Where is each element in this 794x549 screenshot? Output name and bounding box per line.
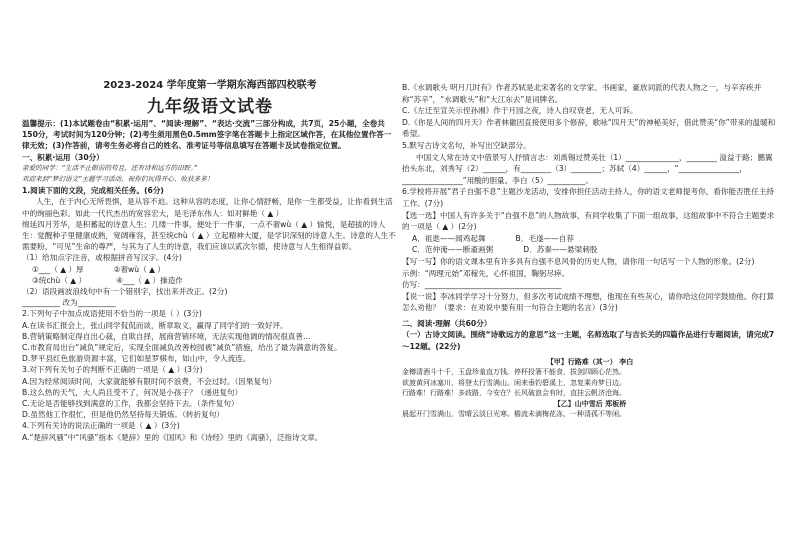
text-line: 6.学校将开展“君子自强不息”主题沙龙活动，安排你担任活动主持人，你的语文老师提考你，看你能否胜任主持工作。(7分): [402, 187, 775, 208]
exam-title: 九年级语文试卷: [147, 97, 273, 117]
text-line: 温馨提示：(1)本试题卷由“积累·运用”、“阅读·理解”、“表达·交流”三部分构成，共7页，25小题，全卷共150分，考试时间为120分钟；(2)考生须用黑色0.5mm签字笔在答题卡上指定区域作答，在其他位置作答一律无效；(3)作答前，请考生务必将自己的姓名、准考证号等信息填写在答题卡及试卷指定位置。: [22, 119, 392, 151]
text-line: __________ 改为__________: [22, 298, 116, 308]
option-item: ④___（ ▲ ）操造作: [116, 275, 183, 285]
left-column: [22, 118, 398, 443]
text-line: A.在读书汇报会上，张山同学侃侃而谈，断章取义，赢得了同学们的一致好评。: [22, 320, 288, 330]
option-row: [402, 233, 778, 245]
text-line: D.虽然他工作很忙，但是他仍然坚持每天锻炼。（转折复句）: [22, 410, 224, 420]
poem-title: 【乙】山中雪后 郑板桥: [553, 398, 627, 408]
poem-line: 晨起开门雪满山，雪晴云淡日光寒。檐流未滴梅花冻，一种清孤不等闲。: [402, 410, 626, 419]
exam-subtitle: 2023-2024 学年度第一学期东海西部四校联考: [103, 80, 317, 91]
text-line: 2.下列句子中加点成语使用不恰当的一项是（ ）(3分): [22, 309, 202, 319]
text-line: C.无论是否能够找到满意的工作，我都会坚持下去。（条件复句）: [22, 399, 239, 409]
text-line: A.因为经常阅读时间，大家就能够有限时间不浪费，不会过时。（因果复句）: [22, 376, 277, 386]
text-line: 【说一说】李冰同学学习十分努力，但多次考试成绩不理想，他现在有些灰心，请你给这位同学鼓励他。你打算怎么劝他？（要求：在劝说中要有用一句符合主题的名言）(3分): [402, 291, 775, 313]
text-line: （一）古诗文阅读。围绕“诗歌远方的意思”这一主题，名师选取了与吉长关的四篇作品进行专题阅读，请完成7～12题。(22分): [402, 330, 775, 352]
text-line: 【写一写】你的语文课本里有许多具有自强不息风骨的历史人物，请你用一句话写一个人物的形象。(2分): [402, 256, 755, 266]
text-line: 中国文人常在诗文中借景写人抒情言志：刘禹锡过赞美壮（1）______________，________ 溢益于路；鹏翼抬头东北，刘秀写（2）______，有________（3）________；苏轼（4）______，“________________，________________”用酸的胆量。李白（5）__________。: [402, 152, 773, 185]
text-line: 一、积累·运用（30分）: [22, 152, 104, 162]
option-item: B．毛遂——自荐: [515, 233, 574, 243]
option-row: [402, 244, 778, 256]
text-line: B.《水调歌头 明月几时有》作者苏轼是北宋著名的文学家、书画家，豪放词派的代表人物之一，与辛弃疾并称“苏辛”，“水调歌头”和“大江东去”是词牌名。: [402, 83, 762, 104]
text-line: 亲爱的同学：“生活不止眼前的苟且，还有诗和远方的田野。”: [22, 163, 197, 172]
poem-line: 欲渡黄河冰塞川，将登太行雪满山。闲来垂钓碧溪上，忽复乘舟梦日边。: [402, 378, 626, 387]
text-line: 仿写：____________________________________: [402, 280, 562, 290]
text-line: 5.默写古诗文名句，补写出空缺部分。: [402, 140, 531, 150]
text-line: B.营销策略制定得自出心裁，自欺自择，展商营销环境，无法实现他调的情况很真善…: [22, 331, 311, 341]
text-line: 示例：“两理元始”邓稼先，心怀祖国，鞠躬尽瘁。: [402, 268, 570, 278]
text-line: 1.阅读下面的文段，完成相关任务。(6分): [22, 186, 164, 196]
option-row: [22, 264, 398, 275]
text-line: 【选一选】中国人有许多关于“自强不息”的人物故事，有同学收集了下面一组故事，这组故事中不符合主题要求的一项是（ ▲ ）(2分): [402, 210, 775, 232]
text-line: A.“楚辞风骚”中“风骚”指本《楚辞》里的《国风》和《诗经》里的《离骚》，泛指诗文章。: [22, 432, 323, 442]
option-item: ①___（ ▲ ）厚: [32, 264, 84, 274]
text-line: B.这么热的天气，大人尚且受不了，何况是小孩子？（递进复句）: [22, 387, 243, 397]
text-line: （2）语段画波浪线句中有一个错别字，找出来并改正。(2分): [22, 287, 228, 297]
text-line: D.梦平县红色旅游资源丰富，它们如星罗棋布，如山中，令人流连。: [22, 354, 251, 364]
option-item: D．苏秦——悬梁刺股: [523, 245, 598, 255]
poem-title: 【甲】行路难（其一） 李白: [546, 356, 634, 366]
right-column: [402, 0, 778, 420]
text-line: （1）给加点字注音，或根据拼音写汉字。(4分): [22, 253, 182, 263]
text-line: 二、阅读·理解（共60分）: [402, 318, 492, 328]
text-line: D.《你是人间的四月天》作者林徽因直接使用多个修辞，歌咏“四月天”的神秘美好，借此赞美“你”带来的温暖和希望。: [402, 117, 776, 139]
option-item: ③统chù（ ▲ ）: [32, 275, 87, 285]
poem-line: 行路难！行路难！多歧路，今安在？长风破浪会有时，直挂云帆济沧海。: [402, 389, 626, 398]
poem-block: [402, 357, 778, 420]
text-line: 绵延四月芳华，是积蓄起的诗意人生；几缕一件事，便处于一件事，一点不奢wù（ ▲ ）愉悦，是超拔的诗人生：觉醒种子里健康成熟，宽阔雍容，甚至统chù（ ▲ ）立起精神大厦，是学识深刻的诗意人生。诗意的人生不需要粉，“可见”生命的尊严，与其为了人生的诗意，我们应该以贰次尔德，使诗意与人生相得益彰。: [22, 219, 396, 252]
text-line: 人生，在于内心无所畏惧，是从容不迫。这种从容的态度，让你心情舒畅，是你一生都受益，让你看到生活中的绚丽色彩。如此一代代杰出的宽容宏大，是毛泽东伟人：如对鲜艳（ ▲ ）: [22, 197, 393, 218]
option-row: [22, 275, 398, 286]
option-item: ②奢wù（ ▲ ）: [113, 264, 165, 274]
text-line: 欢迎来到“梦幻语文”主题学习活动，祝你们玩得开心、收获多多！: [22, 175, 214, 184]
option-item: C．范仲淹——断齑画粥: [412, 245, 494, 255]
text-line: 3.对下列有关句子的判断不正确的一项是（ ▲ ）(3分): [22, 365, 203, 375]
text-line: C.《左迁至宣关示侄孙湘》作于月园之夜，诗人自叹衰老，无人可诉。: [402, 106, 638, 116]
text-line: C.市教育局出台“减负”规定后，实现全面减负改善校园被“减负”措施，给出了最为满意的答复。: [22, 343, 342, 353]
poem-line: 金樽清酒斗十千，玉盘珍羞直万钱。停杯投箸不能食，拔剑四顾心茫然。: [402, 368, 626, 377]
text-line: 4.下列有关诗的说法正确的一项是（ ▲ ）(3分): [22, 421, 180, 431]
option-item: A．祖逖——闻鸡起舞: [412, 233, 486, 243]
